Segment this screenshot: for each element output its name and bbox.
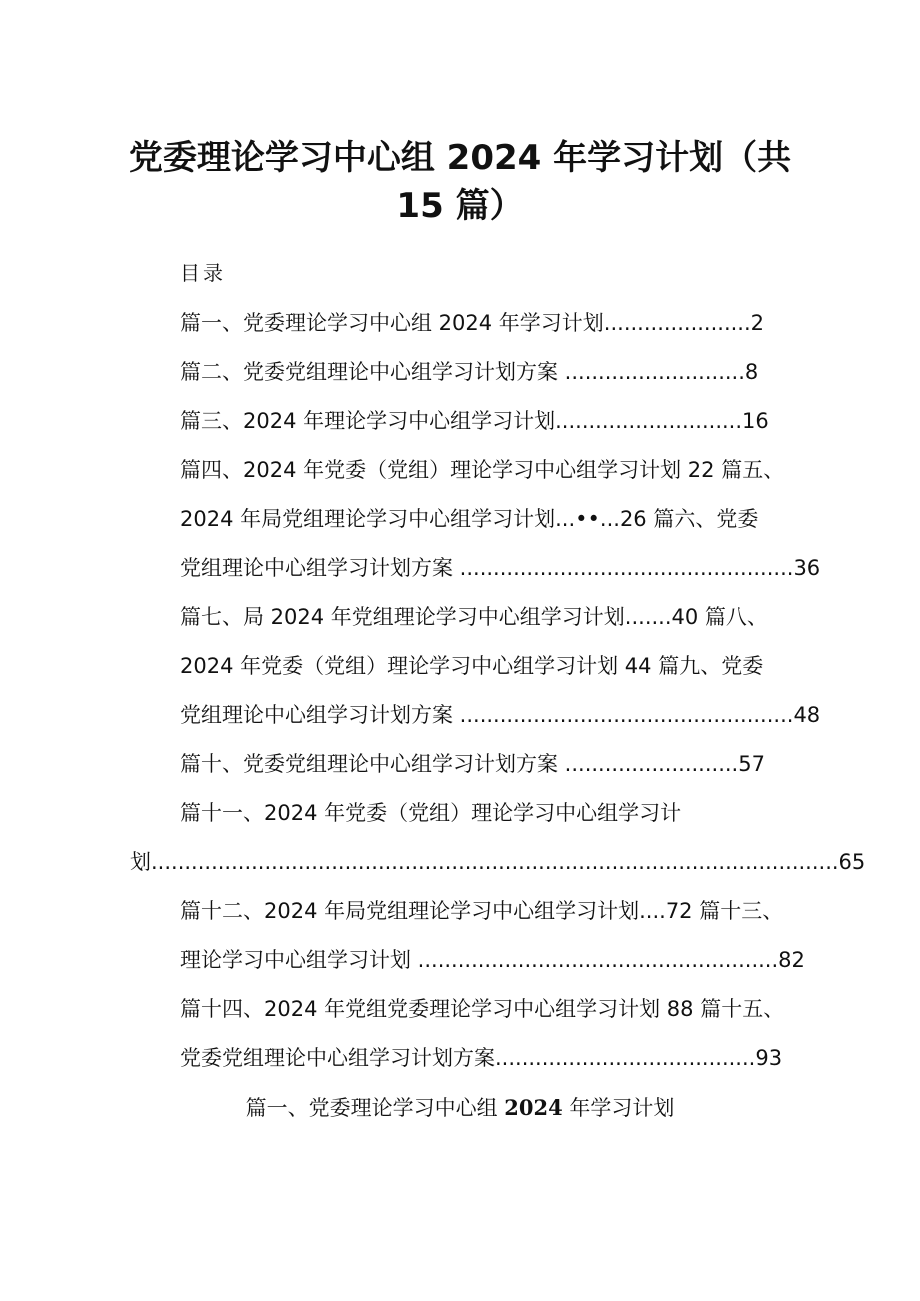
section-heading-prefix: 篇一、党委理论学习中心组 bbox=[245, 1096, 505, 1120]
toc-line: 党委党组理论中心组学习计划方案.......................................93 bbox=[180, 1046, 783, 1070]
document-title-line-2: 15 篇） bbox=[396, 186, 524, 226]
toc-line: 2024 年党委（党组）理论学习中心组学习计划 44 篇九、党委 bbox=[180, 654, 764, 678]
toc-line: 篇十四、2024 年党组党委理论学习中心组学习计划 88 篇十五、 bbox=[180, 997, 785, 1021]
section-heading bbox=[0, 1093, 920, 1123]
toc-line: 篇十二、2024 年局党组理论学习中心组学习计划....72 篇十三、 bbox=[180, 899, 784, 923]
toc-line: 理论学习中心组学习计划 ......................................................82 bbox=[180, 948, 805, 972]
toc-line: 篇二、党委党组理论中心组学习计划方案 ...........................8 bbox=[180, 360, 759, 384]
toc-line: 篇四、2024 年党委（党组）理论学习中心组学习计划 22 篇五、 bbox=[180, 458, 785, 482]
toc-line: 篇七、局 2024 年党组理论学习中心组学习计划.......40 篇八、 bbox=[180, 605, 768, 629]
toc-line: 2024 年局党组理论学习中心组学习计划...••...26 篇六、党委 bbox=[180, 507, 759, 531]
toc-line: 篇十一、2024 年党委（党组）理论学习中心组学习计 bbox=[180, 801, 682, 825]
toc-line: 党组理论中心组学习计划方案 ..................................................36 bbox=[180, 556, 821, 580]
toc-label: 目录 bbox=[180, 261, 226, 285]
section-heading-year: 2024 bbox=[504, 1095, 563, 1120]
toc-line: 篇三、2024 年理论学习中心组学习计划............................16 bbox=[180, 409, 769, 433]
section-heading-suffix: 年学习计划 bbox=[562, 1096, 675, 1120]
toc-line: 划.......................................................................................................65 bbox=[130, 850, 866, 874]
document-title-line-1: 党委理论学习中心组 2024 年学习计划（共 bbox=[128, 138, 792, 178]
toc-line: 篇十、党委党组理论中心组学习计划方案 ..........................57 bbox=[180, 752, 765, 776]
toc-line: 篇一、党委理论学习中心组 2024 年学习计划......................2 bbox=[180, 311, 765, 335]
toc-line: 党组理论中心组学习计划方案 ..................................................48 bbox=[180, 703, 821, 727]
